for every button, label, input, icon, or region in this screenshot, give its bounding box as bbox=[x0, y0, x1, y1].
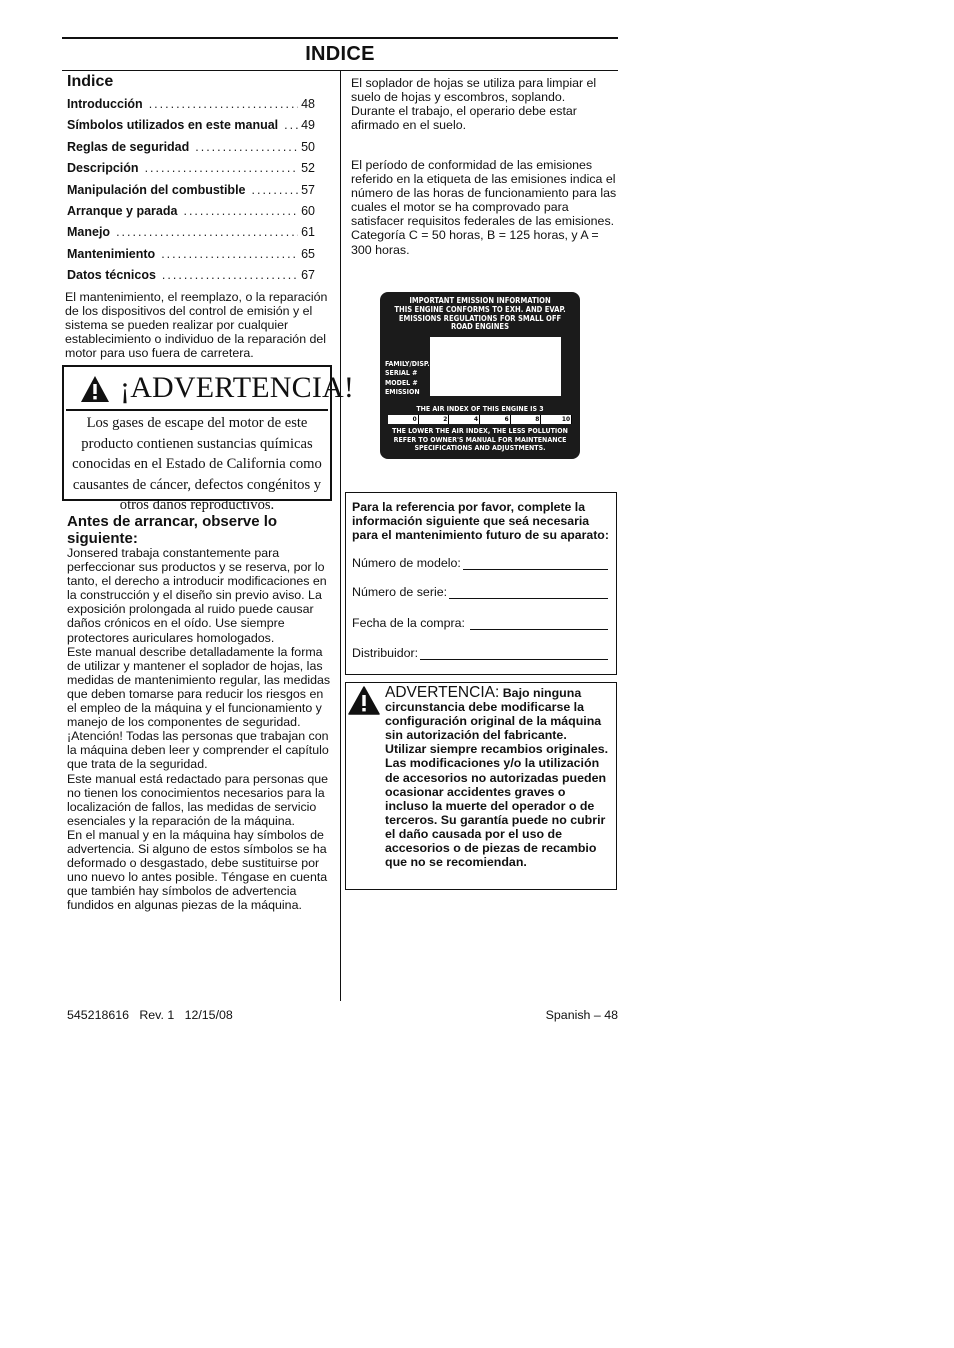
top-rule bbox=[62, 37, 618, 39]
emission-label-blank-area bbox=[430, 337, 561, 396]
modification-warning-body: Bajo ninguna circunstancia debe modificarse la configuración original de la máquina sin autorización del fabricante. Utilizar siempre recambios originales. Las modificaciones y/o la utilización de accesorios no autorizadas pueden ocasionar accidentes graves o incluso la muerte del operador o de terceros. Su garantía puede no cubrir el daño causada por el uso de accesorios o de piezas de recambio que no se recomiendan. bbox=[385, 686, 609, 870]
reference-box bbox=[345, 492, 617, 675]
modification-warning-title: ADVERTENCIA: bbox=[385, 684, 500, 701]
air-index-tick: 0 bbox=[388, 415, 419, 424]
toc-entry-page: 65 bbox=[301, 246, 315, 261]
toc-entry-page: 48 bbox=[301, 97, 315, 111]
toc-entry-label: Mantenimiento bbox=[67, 246, 156, 261]
dealer-line[interactable] bbox=[420, 646, 608, 660]
toc-entry-page: 50 bbox=[301, 139, 315, 154]
emission-label bbox=[380, 292, 580, 459]
emission-label-line: EMISSIONS REGULATIONS FOR SMALL OFF bbox=[398, 313, 562, 323]
emission-label-field: EMISSION bbox=[385, 388, 420, 397]
toc-entry[interactable] bbox=[67, 183, 315, 204]
purchase-date-field[interactable] bbox=[352, 616, 608, 630]
page-title: INDICE bbox=[305, 43, 375, 65]
toc-entry[interactable] bbox=[67, 140, 315, 161]
dealer-label: Distribuidor: bbox=[352, 646, 419, 660]
toc-entry-page: 52 bbox=[301, 161, 315, 176]
california-warning-header bbox=[66, 369, 355, 411]
toc-entry[interactable] bbox=[67, 225, 315, 246]
emission-label-footer bbox=[380, 427, 580, 453]
air-index-text: THE AIR INDEX OF THIS ENGINE IS 3 bbox=[416, 405, 544, 413]
reference-intro: Para la referencia por favor, complete la información siguiente que seá necesaria para el mantenimiento futuro de su aparato: bbox=[352, 500, 609, 543]
usage-paragraph: El soplador de hojas se utiliza para limpiar el suelo de hojas y escombros, soplando. Durante el trabajo, el operario debe estar afirmado en el suelo. bbox=[351, 76, 597, 133]
antes-heading: Antes de arrancar, observe lo siguiente: bbox=[67, 513, 278, 547]
california-warning-box bbox=[62, 365, 355, 514]
emission-label-field: SERIAL # bbox=[385, 369, 418, 378]
toc-entry-label: Introducción bbox=[67, 97, 143, 111]
serial-number-label: Número de serie: bbox=[352, 585, 448, 599]
table-of-contents bbox=[67, 97, 315, 290]
air-index-scale bbox=[388, 415, 572, 424]
california-warning-title: ¡ADVERTENCIA! bbox=[120, 371, 355, 404]
toc-entry-label: Reglas de seguridad bbox=[67, 139, 190, 154]
modification-warning-text bbox=[385, 686, 610, 869]
toc-entry-label: Símbolos utilizados en este manual bbox=[67, 118, 279, 133]
emission-label-line: THIS ENGINE CONFORMS TO EXH. AND EVAP. bbox=[394, 304, 566, 314]
air-index-tick: 10 bbox=[541, 415, 572, 424]
serial-number-line[interactable] bbox=[449, 585, 608, 599]
antes-paragraph: En el manual y en la máquina hay símbolos de advertencia. Si alguno de estos símbolos se ha deformado o desgastado, debe sustituirse por uno nuevo lo antes posible. Téngase en cuenta que también hay símbolos de advertencia fundidos en algunas piezas de la máquina. bbox=[67, 827, 328, 913]
maintenance-note: El mantenimiento, el reemplazo, o la reparación de los dispositivos del control de emisión y el sistema se pueden realizar por cualquier establecimiento o individuo de la reparación del motor para uso fuera de carretera. bbox=[65, 290, 328, 361]
document-number: 545218616 Rev. 1 12/15/08 bbox=[67, 1008, 233, 1022]
toc-entry-label: Arranque y parada bbox=[67, 203, 178, 218]
antes-paragraph: Este manual describe detalladamente la forma de utilizar y mantener el soplador de hojas, las medidas de mantenimiento regular, las medidas que deben tomarse para reducir los riesgos en el empleo de la máquina y el funcionamiento y manejo de los componentes de seguridad. bbox=[67, 644, 331, 730]
modification-warning-box bbox=[345, 682, 617, 890]
toc-entry-label: Descripción bbox=[67, 161, 139, 176]
toc-entry[interactable] bbox=[67, 161, 315, 182]
air-index-tick: 2 bbox=[419, 415, 450, 424]
toc-entry-page: 57 bbox=[301, 182, 315, 197]
toc-entry-page: 67 bbox=[301, 268, 315, 283]
toc-entry-label: Manipulación del combustible bbox=[67, 182, 246, 197]
model-number-line[interactable] bbox=[463, 556, 608, 570]
model-number-field[interactable] bbox=[352, 556, 608, 570]
antes-paragraph: Este manual está redactado para personas que no tienen los conocimientos necesarios para la localización de fallos, las medidas de servicio esenciales y la reparación de la máquina. bbox=[67, 771, 329, 828]
emission-label-line: SPECIFICATIONS AND ADJUSTMENTS. bbox=[414, 444, 546, 453]
emission-label-field: FAMILY/DISP. bbox=[385, 360, 430, 368]
toc-entry-page: 60 bbox=[301, 203, 315, 218]
emission-label-header bbox=[380, 297, 580, 332]
model-number-label: Número de modelo: bbox=[352, 556, 461, 570]
air-index-tick: 4 bbox=[449, 415, 480, 424]
toc-entry-label: Datos técnicos bbox=[67, 268, 156, 283]
toc-entry[interactable] bbox=[67, 118, 315, 139]
antes-section bbox=[67, 546, 331, 912]
purchase-date-label: Fecha de la compra: bbox=[352, 616, 465, 630]
emission-label-line: IMPORTANT EMISSION INFORMATION bbox=[409, 296, 551, 305]
emission-label-line: REFER TO OWNER'S MANUAL FOR MAINTENANCE bbox=[393, 435, 567, 444]
toc-entry-page: 49 bbox=[301, 118, 315, 133]
air-index-tick: 8 bbox=[511, 415, 542, 424]
toc-entry[interactable] bbox=[67, 97, 315, 118]
toc-heading: Indice bbox=[67, 73, 114, 90]
california-warning-text: Los gases de escape del motor de este producto contienen sustancias químicas conocidas en el Estado de California como causantes de cáncer, defectos congénitos y otros daños reproductivos. bbox=[72, 415, 322, 514]
purchase-date-line[interactable] bbox=[470, 616, 608, 630]
warning-triangle-icon bbox=[80, 375, 110, 403]
column-divider bbox=[340, 71, 341, 1001]
emissions-period-paragraph: El período de conformidad de las emisiones referido en la etiqueta de las emisiones indica el número de las horas de funcionamiento para las cuales el motor se ha comprovado para satisfacer requisitos federales de las emisiones. Categoría C = 50 horas, B = 125 horas, y A = 300 horas. bbox=[351, 158, 617, 257]
serial-number-field[interactable] bbox=[352, 585, 608, 599]
air-index-tick: 6 bbox=[480, 415, 511, 424]
toc-entry[interactable] bbox=[67, 247, 315, 268]
warning-triangle-icon bbox=[348, 686, 380, 715]
emission-label-line: THE LOWER THE AIR INDEX, THE LESS POLLUTION bbox=[392, 427, 568, 435]
antes-paragraph: Jonsered trabaja constantemente para perfeccionar sus productos y se reserva, por lo tanto, el derecho a introducir modificaciones en la construcción y el diseño sin previo aviso. La exposición prolongada al ruido puede causar daños crónicos en el oído. Use siempre protectores auriculares homologados. bbox=[67, 546, 327, 645]
dealer-field[interactable] bbox=[352, 646, 608, 660]
antes-paragraph: ¡Atención! Todas las personas que trabajan con la máquina deben leer y comprender el capítulo que trata de la seguridad. bbox=[67, 729, 329, 772]
toc-entry[interactable] bbox=[67, 204, 315, 225]
toc-entry-page: 61 bbox=[301, 225, 315, 240]
toc-entry[interactable] bbox=[67, 268, 315, 289]
page-number: Spanish – 48 bbox=[545, 1008, 618, 1022]
toc-entry-label: Manejo bbox=[67, 225, 111, 240]
emission-label-line: ROAD ENGINES bbox=[450, 322, 510, 332]
emission-label-field: MODEL # bbox=[385, 378, 418, 387]
emission-label-fields bbox=[385, 360, 430, 398]
